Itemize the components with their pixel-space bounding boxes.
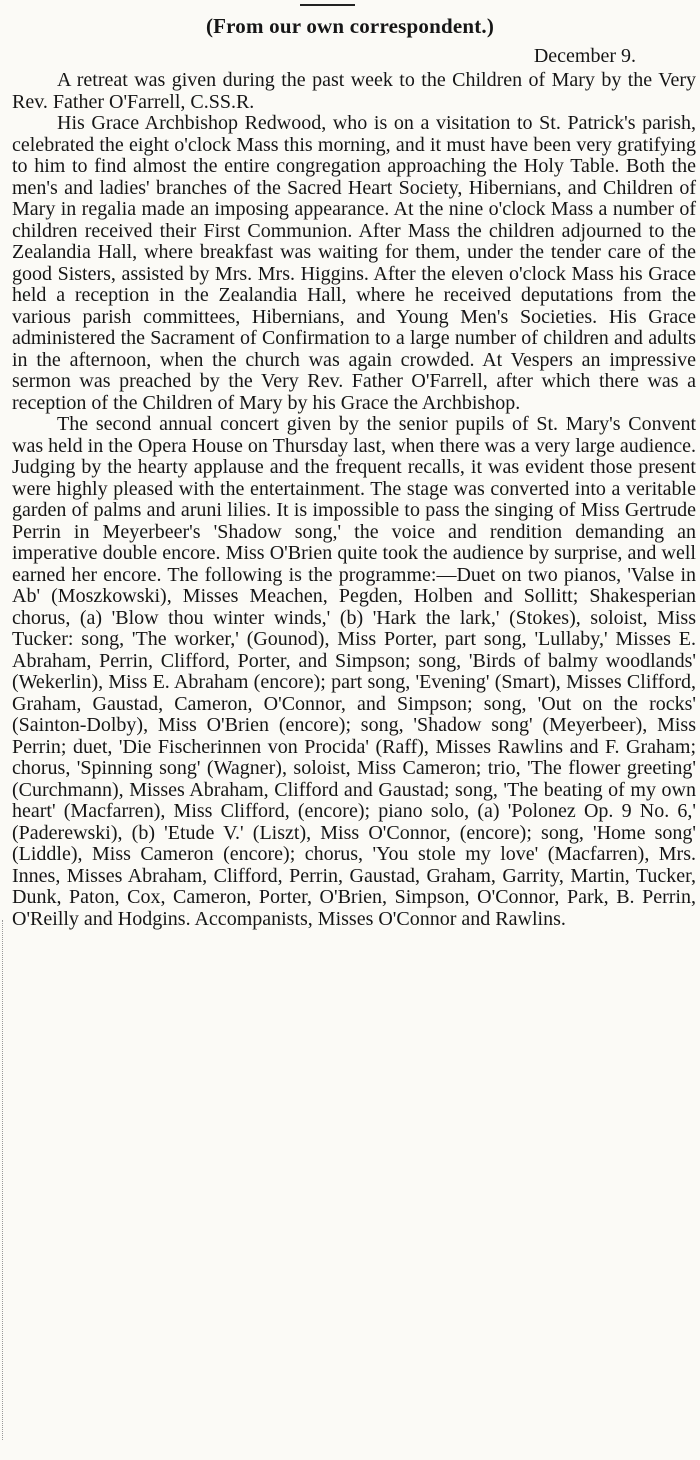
article-heading: (From our own correspondent.) [205, 14, 495, 38]
dateline: December 9. [533, 45, 636, 67]
article-body [12, 70, 696, 930]
margin-mark [2, 920, 4, 1440]
paragraph-archbishop-visit: His Grace Archbishop Redwood, who is on a visitation to St. Patrick's parish, celebrated the eight o'clock Mass this morning, and it must have been very gratifying to him to find almost the entire congregation approaching the Holy Table. Both the men's and ladies' branches of the Sacred Heart Society, Hibernians, and Children of Mary in regalia made an imposing appearance. At the nine o'clock Mass a number of children received their First Communion. After Mass the children adjourned to the Zealandia Hall, where breakfast was waiting for them, under the tender care of the good Sisters, assisted by Mrs. Mrs. Higgins. After the eleven o'clock Mass his Grace held a reception in the Zealandia Hall, where he received deputations from the various parish committees, Hibernians, and Young Men's Societies. His Grace administered the Sacrament of Confirmation to a large number of children and adults in the afternoon, when the church was again crowded. At Vespers an impressive sermon was preached by the Very Rev. Father O'Farrell, after which there was a reception of the Children of Mary by his Grace the Archbishop. [12, 112, 696, 414]
paragraph-concert: The second annual concert given by the senior pupils of St. Mary's Convent was held in the Opera House on Thursday last, when there was a very large audience. Judging by the hearty applause and the frequent recalls, it was evident those present were highly pleased with the entertainment. The stage was converted into a veritable garden of palms and aruni lilies. It is impossible to pass the singing of Miss Gertrude Perrin in Meyerbeer's 'Shadow song,' the voice and rendition demanding an imperative double encore. Miss O'Brien quite took the audience by surprise, and well earned her encore. The following is the programme:—Duet on two pianos, 'Valse in Ab' (Moszkowski), Misses Meachen, Pegden, Holben and Sollitt; Shakesperian chorus, (a) 'Blow thou winter winds,' (b) 'Hark the lark,' (Stokes), soloist, Miss Tucker: song, 'The worker,' (Gounod), Miss Porter, part song, 'Lullaby,' Misses E. Abraham, Perrin, Clifford, Porter, and Simpson; song, 'Birds of balmy woodlands' (Wekerlin), Miss E. Abraham (encore); part song, 'Evening' (Smart), Misses Clifford, Graham, Gaustad, Cameron, O'Connor, and Simpson; song, 'Out on the rocks' (Sainton-Dolby), Miss O'Brien (encore); song, 'Shadow song' (Meyerbeer), Miss Perrin; duet, 'Die Fischerinnen von Procida' (Raff), Misses Rawlins and F. Graham; chorus, 'Spinning song' (Wagner), soloist, Miss Cameron; trio, 'The flower greeting' (Curchmann), Misses Abraham, Clifford and Gaustad; song, 'The beating of my own heart' (Macfarren), Miss Clifford, (encore); piano solo, (a) 'Polonez Op. 9 No. 6,' (Paderewski), (b) 'Etude V.' (Liszt), Miss O'Connor, (encore); song, 'Home song' (Liddle), Miss Cameron (encore); chorus, 'You stole my love' (Macfarren), Mrs. Innes, Misses Abraham, Clifford, Perrin, Gaustad, Graham, Garrity, Martin, Tucker, Dunk, Paton, Cox, Cameron, Porter, O'Brien, Simpson, O'Connor, Park, B. Perrin, O'Reilly and Hodgins. Accompanists, Misses O'Connor and Rawlins. [12, 413, 696, 930]
paragraph-retreat: A retreat was given during the past week to the Children of Mary by the Very Rev. Father O'Farrell, C.SS.R. [12, 69, 696, 113]
top-rule [300, 4, 355, 6]
